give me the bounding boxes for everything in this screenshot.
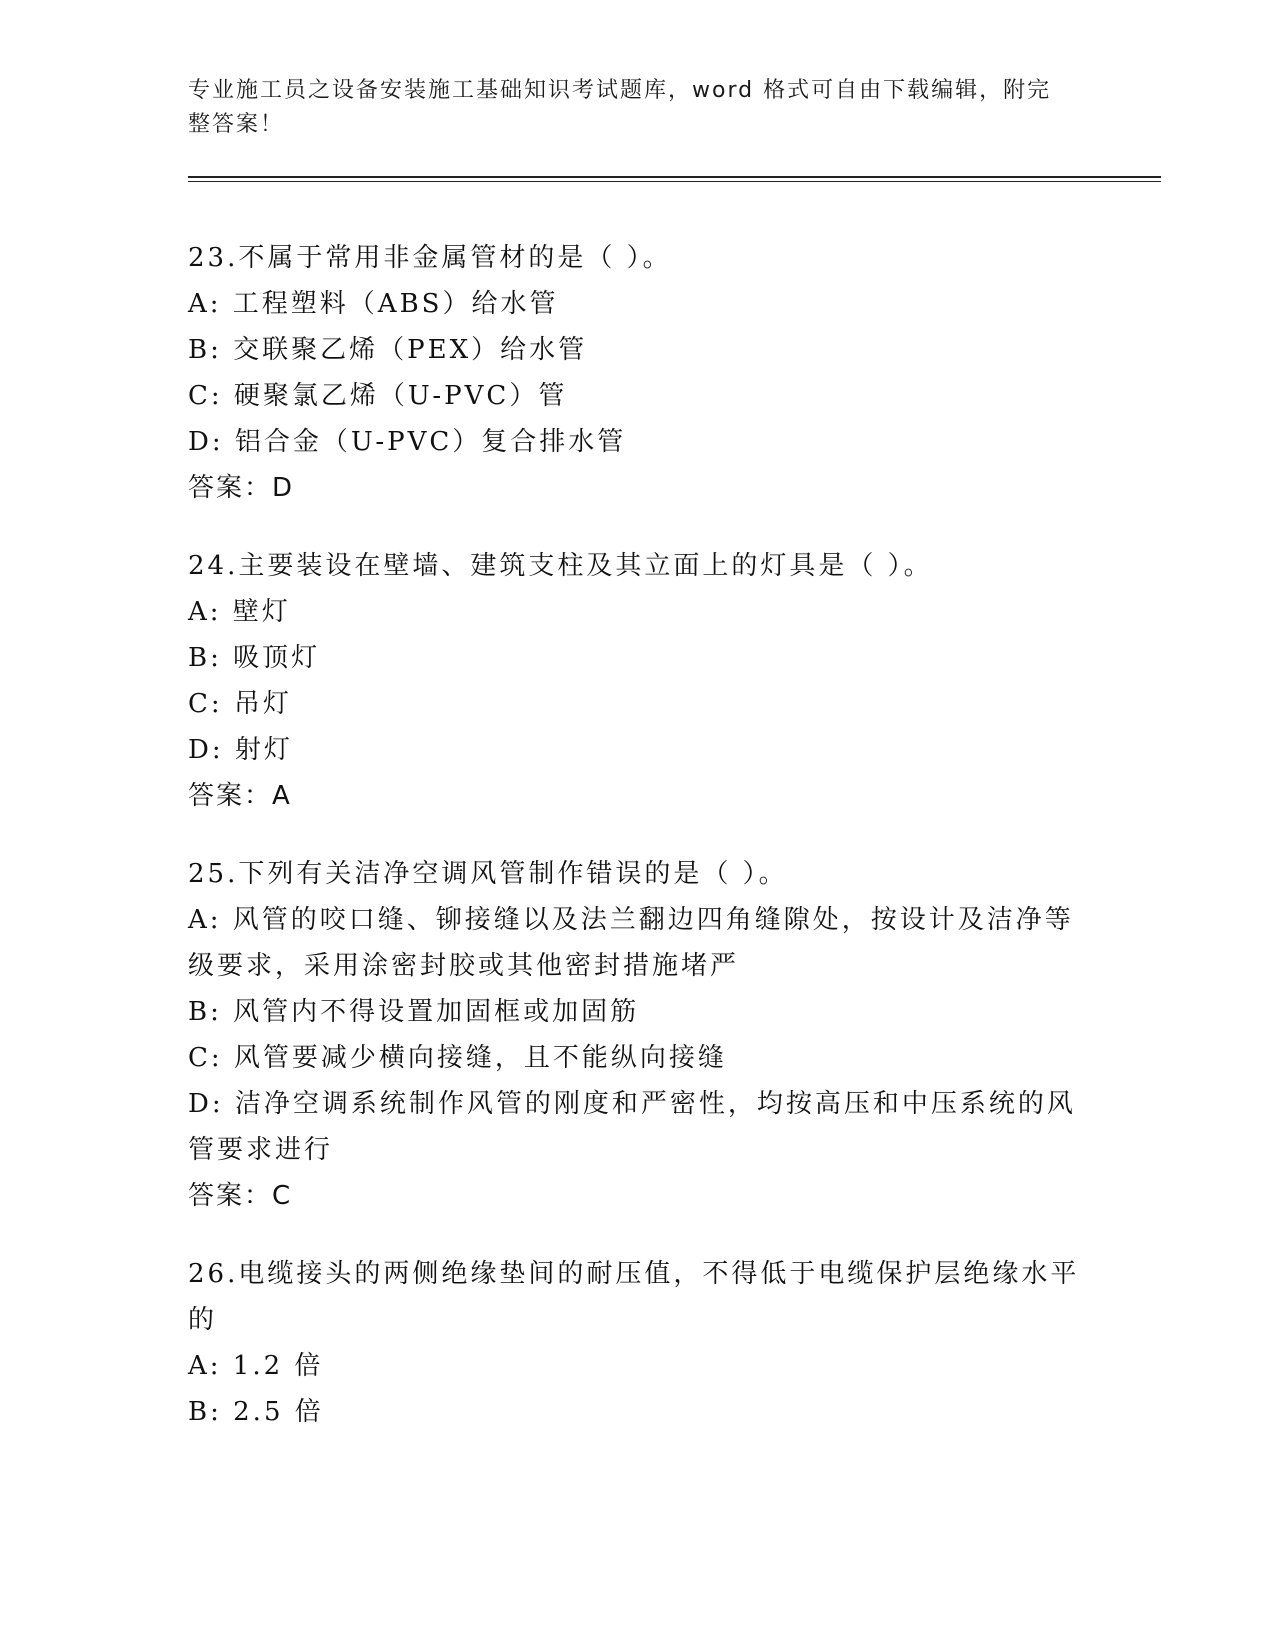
header-divider-thick	[188, 176, 1161, 178]
option-b: B: 风管内不得设置加固框或加固筋	[188, 997, 640, 1027]
question-24	[188, 543, 1088, 819]
option-b: B: 2.5 倍	[188, 1397, 324, 1427]
option-d: D: 铝合金（U-PVC）复合排水管	[188, 427, 627, 457]
option-b: B: 吸顶灯	[188, 643, 321, 673]
option-a: A: 壁灯	[188, 597, 291, 627]
option-d: D: 射灯	[188, 735, 293, 765]
document-header: 专业施工员之设备安装施工基础知识考试题库，word 格式可自由下载编辑，附完整答案！	[188, 78, 1052, 137]
option-a: A: 1.2 倍	[188, 1351, 324, 1381]
question-stem: 25.下列有关洁净空调风管制作错误的是（ ）。	[188, 859, 788, 889]
question-25	[188, 851, 1088, 1219]
answer-line: 答案：A	[188, 781, 292, 811]
answer-line: 答案：C	[188, 1181, 293, 1211]
option-a: A: 风管的咬口缝、铆接缝以及法兰翻边四角缝隙处，按设计及洁净等级要求，采用涂密封胶或其他密封措施堵严	[188, 905, 1074, 981]
question-stem: 26.电缆接头的两侧绝缘垫间的耐压值，不得低于电缆保护层绝缘水平的	[188, 1259, 1080, 1335]
question-stem: 24.主要装设在壁墙、建筑支柱及其立面上的灯具是（ ）。	[188, 551, 933, 581]
option-a: A: 工程塑料（ABS）给水管	[188, 289, 559, 319]
option-b: B: 交联聚乙烯（PEX）给水管	[188, 335, 588, 365]
option-c: C: 吊灯	[188, 689, 292, 719]
option-c: C: 风管要减少横向接缝，且不能纵向接缝	[188, 1043, 727, 1073]
question-stem: 23.不属于常用非金属管材的是（ ）。	[188, 243, 672, 273]
option-c: C: 硬聚氯乙烯（U-PVC）管	[188, 381, 568, 411]
question-list	[188, 235, 1088, 1467]
option-d: D: 洁净空调系统制作风管的刚度和严密性，均按高压和中压系统的风管要求进行	[188, 1089, 1076, 1165]
header-divider-thin	[188, 181, 1161, 182]
answer-line: 答案：D	[188, 473, 295, 503]
question-26	[188, 1251, 1088, 1435]
question-23	[188, 235, 1088, 511]
